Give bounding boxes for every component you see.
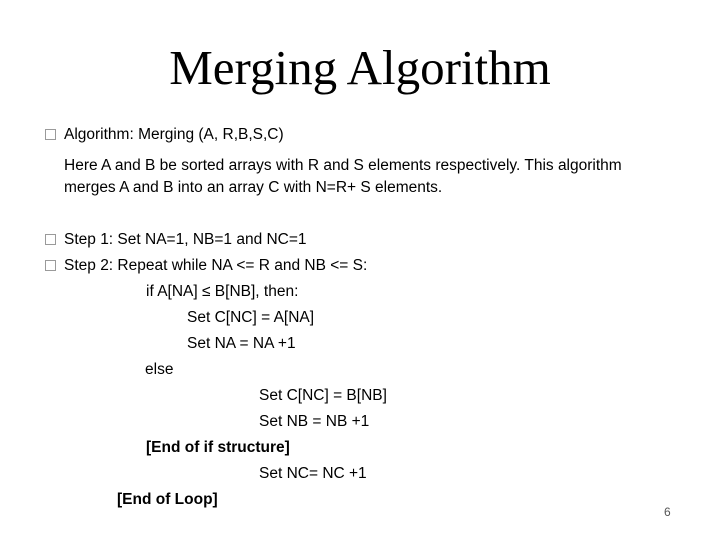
code-if-condition: if A[NA] ≤ B[NB], then: xyxy=(146,283,299,300)
code-else: else xyxy=(145,361,174,378)
code-increment-na: Set NA = NA +1 xyxy=(187,335,296,352)
step-2: Step 2: Repeat while NA <= R and NB <= S: xyxy=(64,257,368,274)
description-line-1: Here A and B be sorted arrays with R and S elements respectively. This algorithm xyxy=(64,157,622,174)
bullet-square-icon xyxy=(45,260,56,271)
page-number: 6 xyxy=(664,505,671,519)
code-increment-nc: Set NC= NC +1 xyxy=(259,465,367,482)
code-increment-nb: Set NB = NB +1 xyxy=(259,413,370,430)
step-1: Step 1: Set NA=1, NB=1 and NC=1 xyxy=(64,231,307,248)
description-line-2: merges A and B into an array C with N=R+ S elements. xyxy=(64,179,443,196)
bullet-square-icon xyxy=(45,129,56,140)
slide-title: Merging Algorithm xyxy=(169,40,551,95)
code-end-if: [End of if structure] xyxy=(146,439,290,456)
code-set-c-from-a: Set C[NC] = A[NA] xyxy=(187,309,315,326)
bullet-square-icon xyxy=(45,234,56,245)
code-end-loop: [End of Loop] xyxy=(117,491,218,508)
algorithm-heading: Algorithm: Merging (A, R,B,S,C) xyxy=(64,126,284,143)
code-set-c-from-b: Set C[NC] = B[NB] xyxy=(259,387,387,404)
